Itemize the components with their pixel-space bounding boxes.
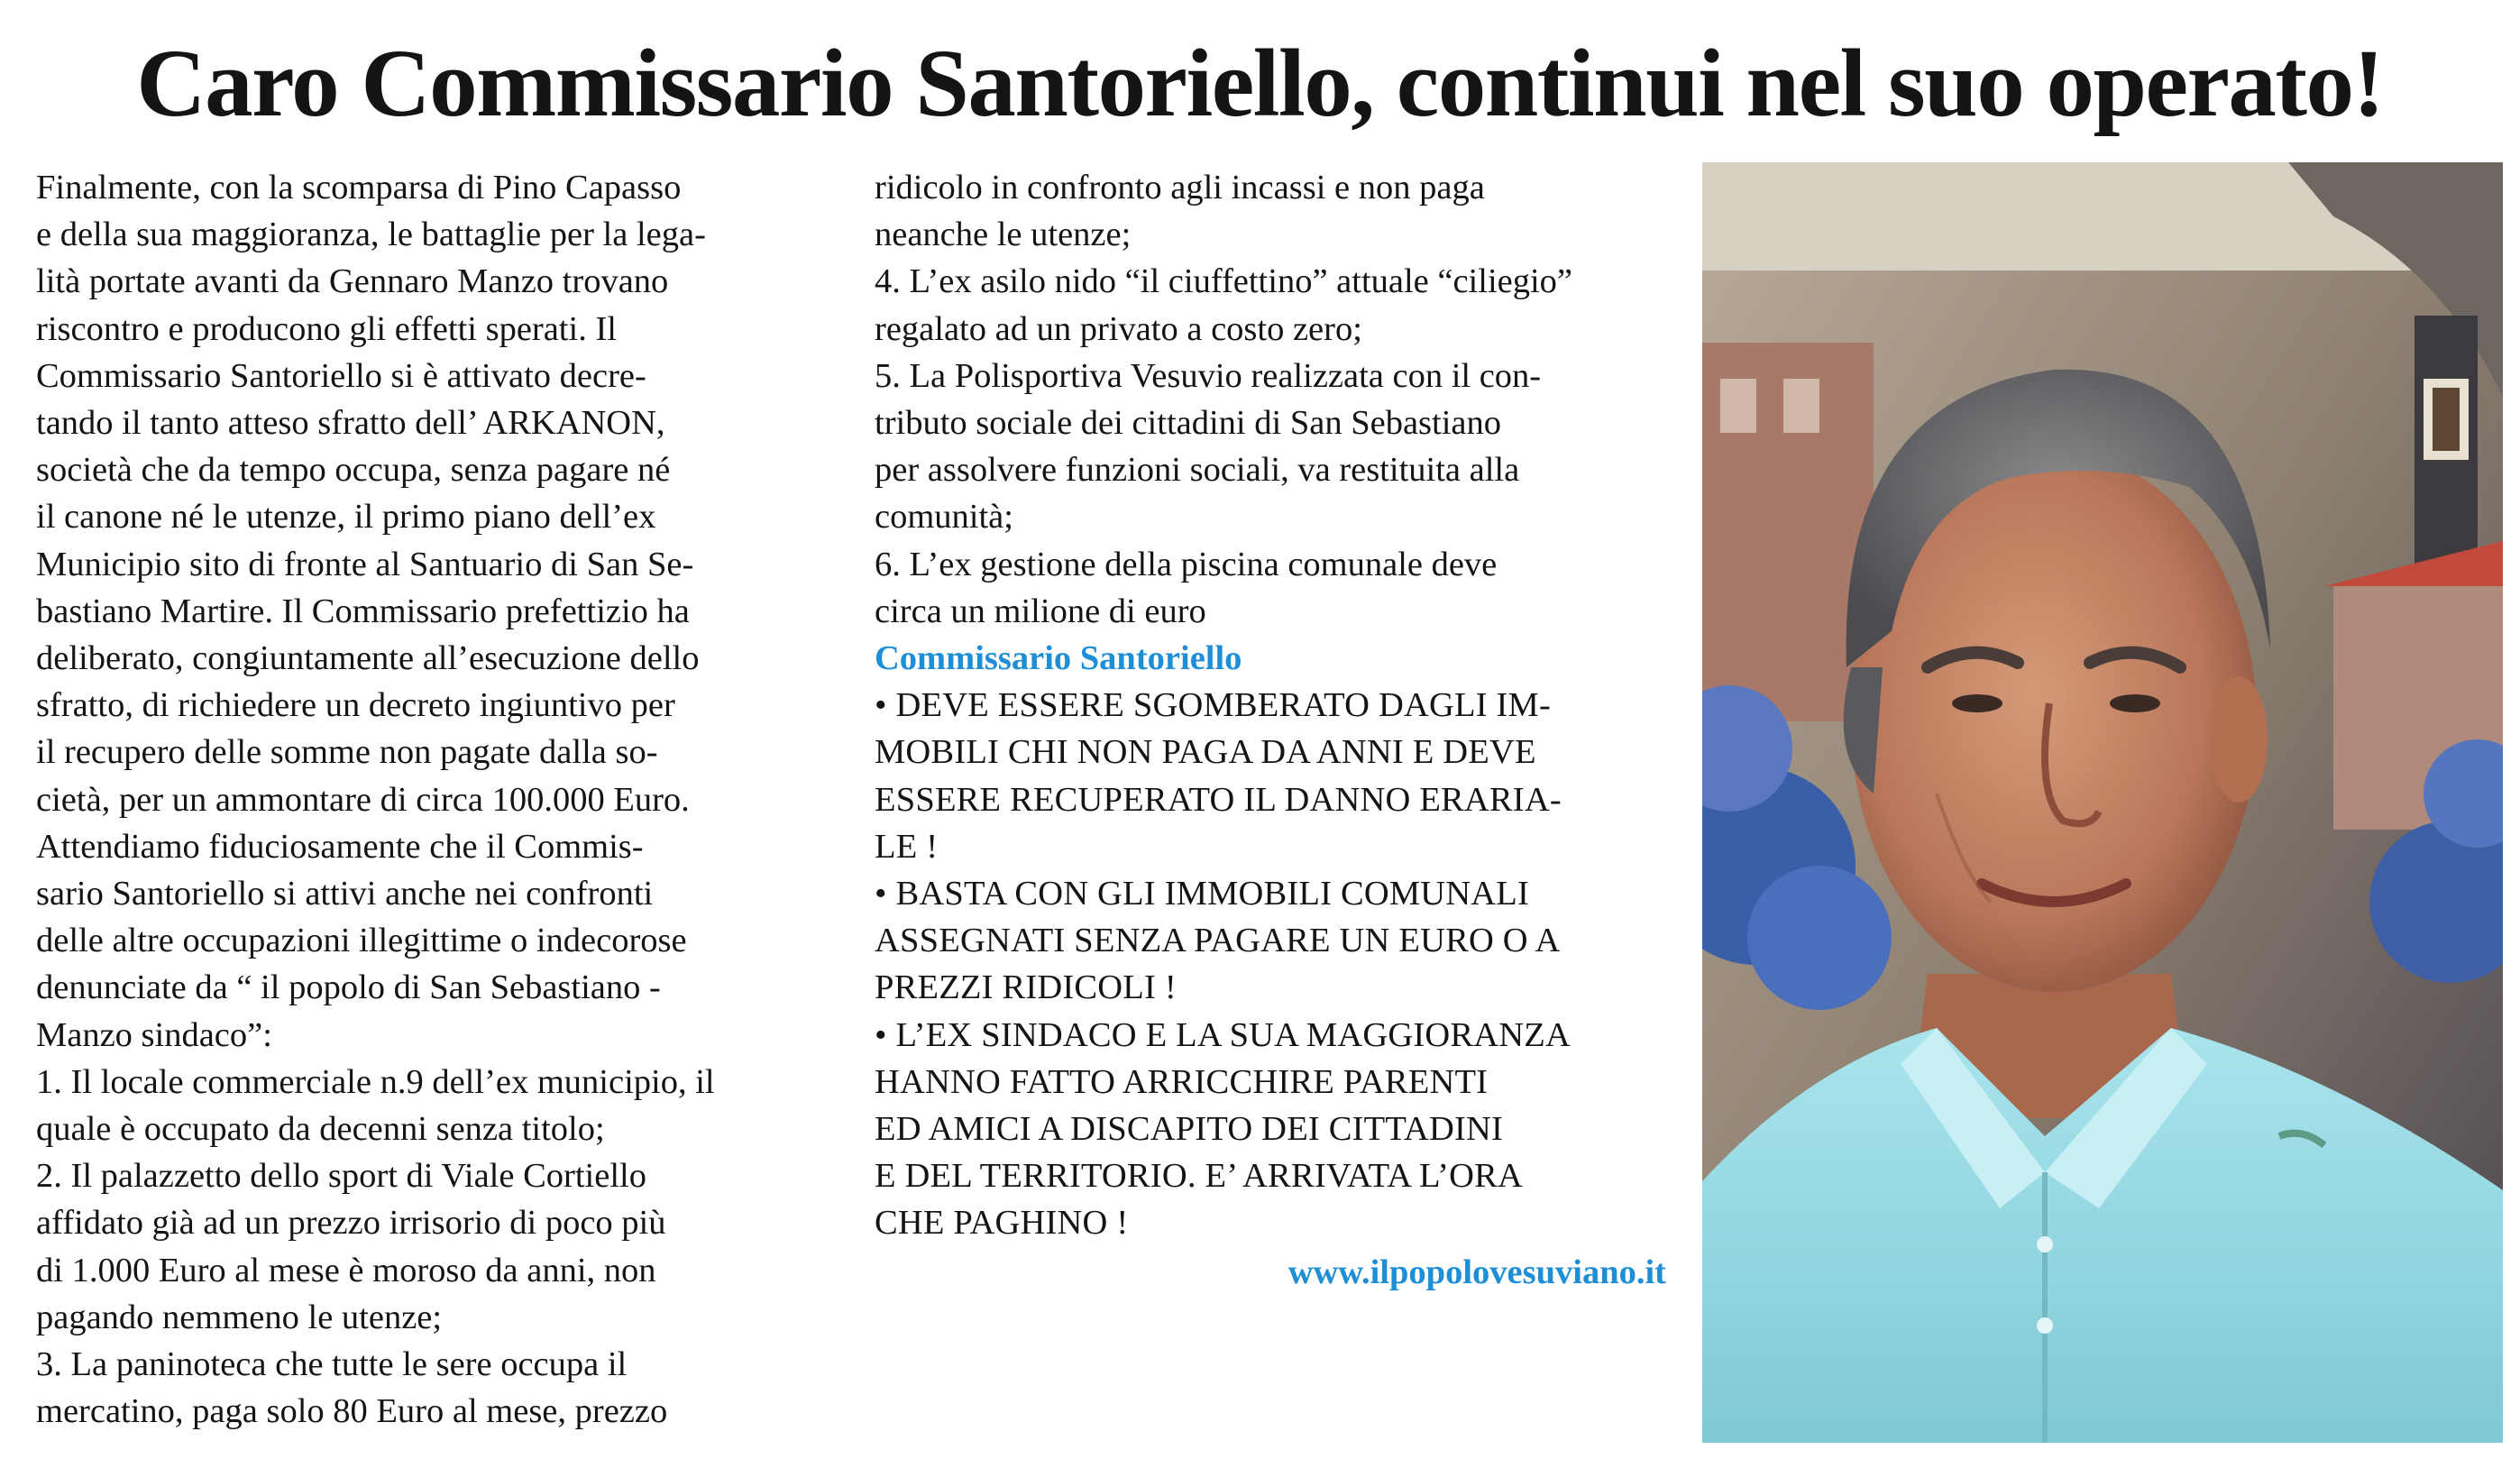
text-line: lità portate avanti da Gennaro Manzo trovano [36, 262, 669, 301]
text-line: tributo sociale dei cittadini di San Sebastiano [875, 404, 1501, 443]
text-line: regalato ad un privato a costo zero; [875, 309, 1362, 348]
text-line: sfratto, di richiedere un decreto ingiuntivo per [36, 686, 675, 725]
text-line: 2. Il palazzetto dello sport di Viale Cortiello [36, 1157, 646, 1196]
caps-line: • BASTA CON GLI IMMOBILI COMUNALI [875, 875, 1530, 913]
caps-line: • DEVE ESSERE SGOMBERATO DAGLI IM- [875, 686, 1552, 725]
text-line: sario Santoriello si attivi anche nei confronti [36, 875, 654, 913]
text-line: Municipio sito di fronte al Santuario di San Se- [36, 545, 694, 583]
text-line: 4. L’ex asilo nido “il ciuffettino” attuale “ciliegio” [875, 262, 1573, 301]
text-line: ridicolo in confronto agli incassi e non paga [875, 169, 1485, 206]
text-line: cietà, per un ammontare di circa 100.000 Euro. [36, 780, 690, 819]
text-line: società che da tempo occupa, senza pagare né [36, 451, 671, 490]
portrait-photo [1702, 162, 2503, 1443]
text-line: 1. Il locale commerciale n.9 dell’ex municipio, il [36, 1062, 715, 1101]
subheading: Commissario Santoriello [875, 639, 1242, 678]
caps-line: • L’EX SINDACO E LA SUA MAGGIORANZA [875, 1015, 1571, 1054]
caps-line: PREZZI RIDICOLI ! [875, 968, 1177, 1007]
text-line: riscontro e producono gli effetti sperati. Il [36, 309, 617, 348]
text-line: 5. La Polisportiva Vesuvio realizzata con il con- [875, 356, 1542, 395]
caps-line: LE ! [875, 827, 939, 866]
text-line: circa un milione di euro [875, 592, 1206, 630]
text-line: pagando nemmeno le utenze; [36, 1298, 443, 1336]
caps-line: CHE PAGHINO ! [875, 1204, 1129, 1243]
text-line: tando il tanto atteso sfratto dell’ ARKANON, [36, 404, 665, 443]
text-line: Finalmente, con la scomparsa di Pino Capasso [36, 169, 682, 206]
caps-line: ESSERE RECUPERATO IL DANNO ERARIA- [875, 780, 1562, 819]
caps-line: ED AMICI A DISCAPITO DEI CITTADINI [875, 1110, 1504, 1149]
text-line: deliberato, congiuntamente all’esecuzione dello [36, 639, 700, 678]
text-line: bastiano Martire. Il Commissario prefettizio ha [36, 592, 690, 630]
text-line: e della sua maggioranza, le battaglie per la lega- [36, 216, 706, 254]
text-line: affidato già ad un prezzo irrisorio di poco più [36, 1204, 666, 1243]
caps-line: E DEL TERRITORIO. E’ ARRIVATA L’ORA [875, 1157, 1524, 1196]
caps-line: MOBILI CHI NON PAGA DA ANNI E DEVE [875, 733, 1536, 772]
text-line: 6. L’ex gestione della piscina comunale deve [875, 545, 1498, 583]
text-line: comunità; [875, 498, 1013, 537]
text-line: neanche le utenze; [875, 216, 1132, 254]
website-link[interactable]: www.ilpopolovesuviano.it [1287, 1253, 1666, 1291]
text-line: quale è occupato da decenni senza titolo; [36, 1110, 605, 1149]
article-headline: Caro Commissario Santoriello, continui nel suo operato! [136, 31, 2384, 137]
text-line: il recupero delle somme non pagate dalla so- [36, 733, 658, 772]
text-line: per assolvere funzioni sociali, va restituita alla [875, 451, 1520, 490]
text-line: Attendiamo fiduciosamente che il Commis- [36, 827, 644, 866]
text-line: Commissario Santoriello si è attivato decre- [36, 356, 646, 395]
text-line: delle altre occupazioni illegittime o indecorose [36, 922, 687, 960]
article-column-1 [36, 164, 848, 1435]
text-line: denunciate da “ il popolo di San Sebastiano - [36, 968, 661, 1007]
text-line: mercatino, paga solo 80 Euro al mese, prezzo [36, 1392, 668, 1431]
caps-line: ASSEGNATI SENZA PAGARE UN EURO O A [875, 922, 1561, 960]
text-line: il canone né le utenze, il primo piano dell’ex [36, 498, 656, 537]
article-column-2 [875, 164, 1677, 1296]
caps-line: HANNO FATTO ARRICCHIRE PARENTI [875, 1062, 1489, 1101]
text-line: Manzo sindaco”: [36, 1015, 272, 1054]
text-line: di 1.000 Euro al mese è moroso da anni, non [36, 1251, 656, 1289]
text-line: 3. La paninoteca che tutte le sere occupa il [36, 1345, 628, 1384]
